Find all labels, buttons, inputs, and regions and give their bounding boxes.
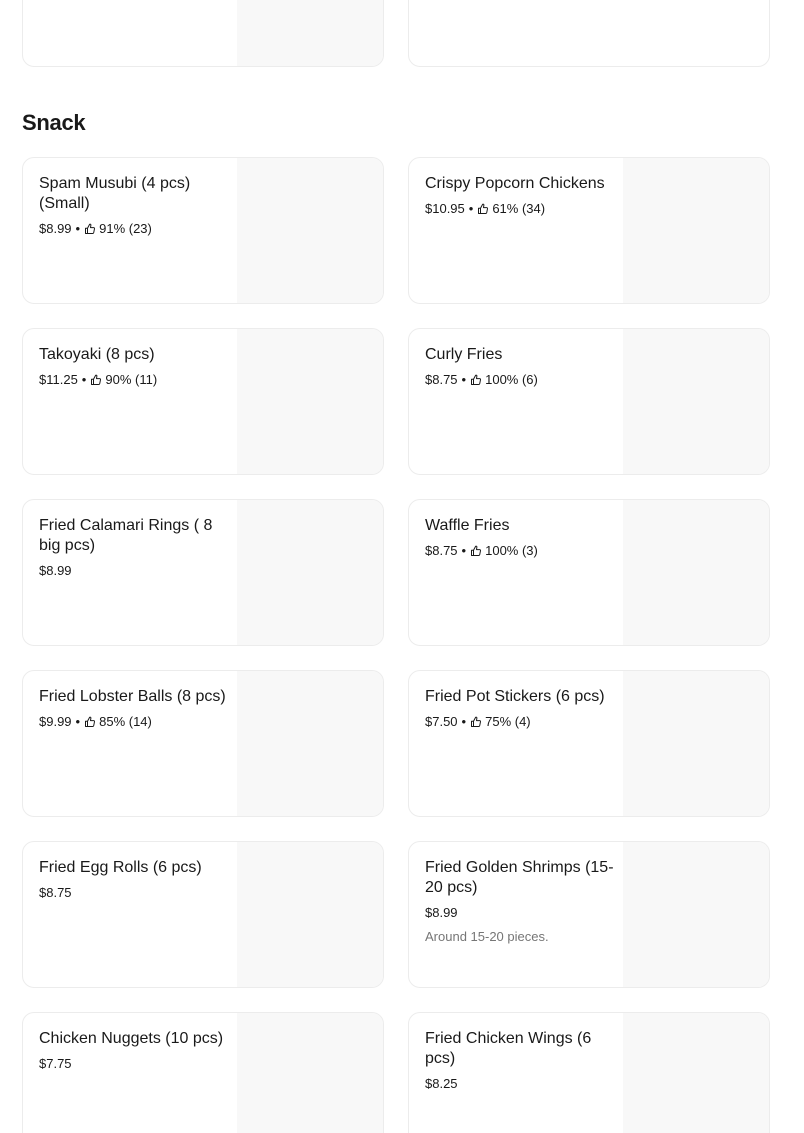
thumbs-up-icon <box>470 545 482 557</box>
menu-item-card[interactable] <box>22 328 384 475</box>
separator-dot: • <box>461 714 467 729</box>
item-meta <box>39 561 229 581</box>
item-name: Fried Pot Stickers (6 pcs) <box>425 688 605 705</box>
thumbs-up-icon <box>84 716 96 728</box>
item-image-placeholder <box>623 500 769 645</box>
separator-dot: • <box>81 372 87 387</box>
item-image-placeholder <box>623 329 769 474</box>
item-rating: 100% (3) <box>485 543 538 558</box>
menu-item-card[interactable] <box>408 841 770 988</box>
menu-item-card[interactable] <box>22 1012 384 1133</box>
item-meta <box>425 903 615 923</box>
item-name: Fried Chicken Wings (6 pcs) <box>425 1030 592 1067</box>
item-price: $7.75 <box>39 1056 72 1071</box>
item-rating: 100% (6) <box>485 372 538 387</box>
previous-item-card[interactable] <box>22 0 384 67</box>
item-meta <box>39 370 229 390</box>
item-meta <box>425 370 615 390</box>
item-rating: 75% (4) <box>485 714 531 729</box>
item-name: Waffle Fries <box>425 517 510 534</box>
menu-item-card[interactable] <box>408 157 770 304</box>
thumbs-up-icon <box>470 716 482 728</box>
menu-item-card[interactable] <box>22 157 384 304</box>
menu-item-card[interactable] <box>408 670 770 817</box>
section-title: Snack <box>22 110 86 135</box>
item-name: Curly Fries <box>425 346 503 363</box>
item-name: Takoyaki (8 pcs) <box>39 346 155 363</box>
item-meta <box>39 883 229 903</box>
separator-dot: • <box>461 372 467 387</box>
separator-dot: • <box>461 543 467 558</box>
item-image-placeholder <box>623 1013 769 1133</box>
item-rating: 61% (34) <box>492 201 546 216</box>
item-price: $8.99 <box>39 221 72 236</box>
item-name: Spam Musubi (4 pcs) (Small) <box>39 175 191 212</box>
item-name: Fried Egg Rolls (6 pcs) <box>39 859 202 876</box>
item-price: $8.99 <box>425 905 458 920</box>
item-image-placeholder <box>237 671 383 816</box>
separator-dot: • <box>75 714 81 729</box>
item-rating: 91% (23) <box>99 221 152 236</box>
item-meta <box>425 712 615 732</box>
item-image-placeholder <box>237 158 383 303</box>
item-image-placeholder <box>237 1013 383 1133</box>
item-image-placeholder <box>623 158 769 303</box>
item-name: Fried Lobster Balls (8 pcs) <box>39 688 226 705</box>
item-name: Fried Golden Shrimps (15-20 pcs) <box>425 859 614 896</box>
item-meta <box>425 1074 615 1094</box>
item-image-placeholder <box>623 671 769 816</box>
item-meta <box>39 712 229 732</box>
menu-item-card[interactable] <box>408 499 770 646</box>
item-price: $8.75 <box>39 885 72 900</box>
thumbs-up-icon <box>84 223 96 235</box>
item-meta <box>425 541 615 561</box>
menu-item-card[interactable] <box>22 499 384 646</box>
item-image-placeholder <box>623 842 769 987</box>
item-meta <box>39 219 229 239</box>
menu-item-card[interactable] <box>22 841 384 988</box>
item-price: $9.99 <box>39 714 72 729</box>
item-name: Fried Calamari Rings ( 8 big pcs) <box>39 517 213 554</box>
thumbs-up-icon <box>470 374 482 386</box>
item-price: $8.99 <box>39 563 72 578</box>
separator-dot: • <box>468 201 474 216</box>
thumbs-up-icon <box>477 203 489 215</box>
item-image-placeholder <box>237 329 383 474</box>
menu-item-card[interactable] <box>408 328 770 475</box>
item-price: $7.50 <box>425 714 458 729</box>
item-price: $8.75 <box>425 372 458 387</box>
separator-dot: • <box>75 221 81 236</box>
item-price: $8.75 <box>425 543 458 558</box>
item-name: Chicken Nuggets (10 pcs) <box>39 1030 224 1047</box>
item-price: $10.95 <box>425 201 465 216</box>
item-image-placeholder <box>237 500 383 645</box>
item-price: $11.25 <box>39 372 78 387</box>
item-meta <box>425 199 615 219</box>
item-image-placeholder <box>237 0 383 66</box>
item-meta <box>39 1054 229 1074</box>
previous-item-card[interactable] <box>408 0 770 67</box>
item-rating: 90% (11) <box>105 372 158 387</box>
item-description: Around 15-20 pieces. <box>425 929 549 944</box>
thumbs-up-icon <box>90 374 102 386</box>
menu-item-card[interactable] <box>22 670 384 817</box>
item-image-placeholder <box>237 842 383 987</box>
item-price: $8.25 <box>425 1076 458 1091</box>
item-name: Crispy Popcorn Chickens <box>425 175 605 192</box>
menu-item-card[interactable] <box>408 1012 770 1133</box>
item-rating: 85% (14) <box>99 714 152 729</box>
